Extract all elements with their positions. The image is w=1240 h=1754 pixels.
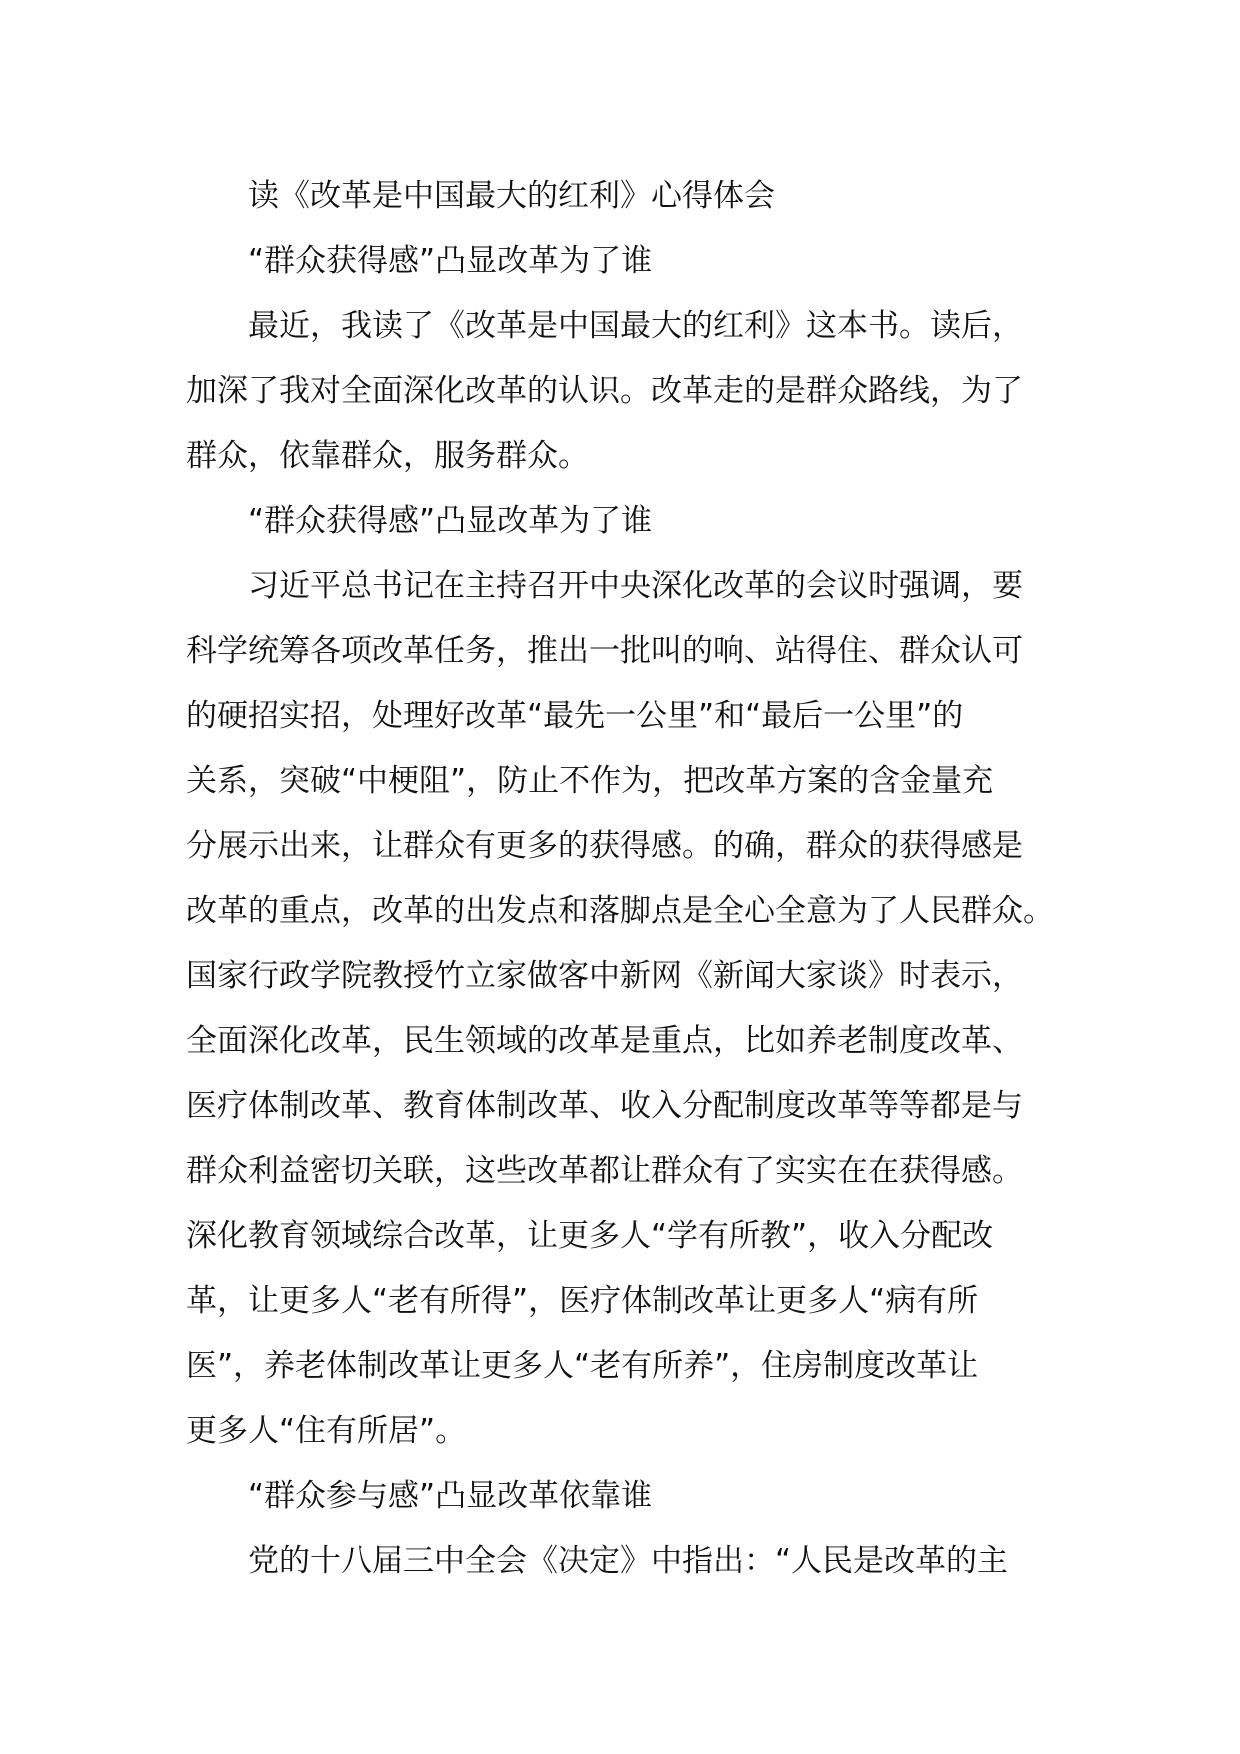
paragraph-line: 群众，依靠群众，服务群众。: [186, 438, 589, 474]
section-heading: “群众获得感”凸显改革为了谁: [248, 503, 653, 539]
paragraph-line: 群众利益密切关联，这些改革都让群众有了实实在在获得感。: [186, 1153, 1023, 1189]
paragraph-line: 全面深化改革，民生领域的改革是重点，比如养老制度改革、: [186, 1023, 1023, 1059]
document-title: 读《改革是中国最大的红利》心得体会: [248, 178, 775, 214]
section-heading: “群众获得感”凸显改革为了谁: [248, 243, 653, 279]
paragraph-line: 最近，我读了《改革是中国最大的红利》这本书。读后，: [248, 308, 1023, 344]
paragraph-line: 更多人“住有所居”。: [186, 1413, 467, 1449]
paragraph-line: 分展示出来，让群众有更多的获得感。的确，群众的获得感是: [186, 828, 1023, 864]
paragraph-line: 关系，突破“中梗阻”，防止不作为，把改革方案的含金量充: [186, 763, 994, 799]
paragraph-line: 改革的重点，改革的出发点和落脚点是全心全意为了人民群众。: [186, 893, 1054, 929]
paragraph-line: 国家行政学院教授竹立家做客中新网《新闻大家谈》时表示，: [186, 958, 1023, 994]
paragraph-line: 科学统筹各项改革任务，推出一批叫的响、站得住、群众认可: [186, 633, 1023, 669]
paragraph-line: 医疗体制改革、教育体制改革、收入分配制度改革等等都是与: [186, 1088, 1023, 1124]
paragraph-line: 的硬招实招，处理好改革“最先一公里”和“最后一公里”的: [186, 698, 964, 734]
paragraph-line: 革，让更多人“老有所得”，医疗体制改革让更多人“病有所: [186, 1283, 979, 1319]
section-heading: “群众参与感”凸显改革依靠谁: [248, 1478, 653, 1514]
paragraph-line: 加深了我对全面深化改革的认识。改革走的是群众路线，为了: [186, 373, 1023, 409]
paragraph-line: 深化教育领域综合改革，让更多人“学有所教”，收入分配改: [186, 1218, 994, 1254]
paragraph-line: 习近平总书记在主持召开中央深化改革的会议时强调，要: [248, 568, 1023, 604]
document-body: [186, 164, 1066, 1594]
paragraph-line: 党的十八届三中全会《决定》中指出：“人民是改革的主: [248, 1543, 1009, 1579]
paragraph-line: 医”，养老体制改革让更多人“老有所养”，住房制度改革让: [186, 1348, 979, 1384]
